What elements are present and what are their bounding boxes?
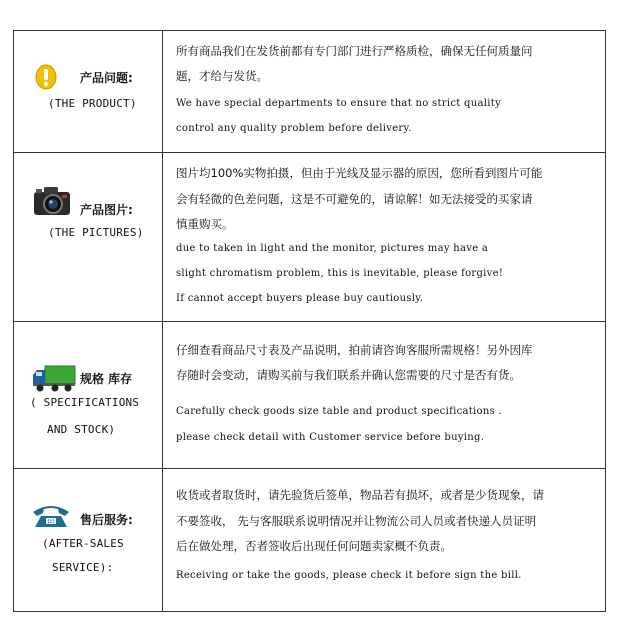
cn-text-line: 不要签收， 先与客服联系说明情况并让物流公司人员或者快递人员证明 bbox=[176, 514, 537, 528]
row-specifications bbox=[14, 321, 605, 468]
column-divider bbox=[162, 469, 163, 611]
row-product bbox=[14, 31, 605, 152]
row-after-sales bbox=[14, 468, 605, 611]
cn-text-line: 收货或者取货时，请先验货后签单，物品若有损坏，或者是少货现象，请 bbox=[176, 488, 544, 502]
row-title-en: (THE PICTURES) bbox=[48, 226, 144, 239]
cn-text-line: 后在做处理，否者签收后出现任何问题卖家概不负责。 bbox=[176, 539, 452, 553]
camera-icon bbox=[32, 185, 72, 217]
cn-text-line: 图片均100%实物拍摄，但由于光线及显示器的原因，您所看到图片可能 bbox=[176, 166, 543, 180]
row-title-en: (AFTER-SALES bbox=[42, 537, 124, 550]
cn-text-line: 仔细查看商品尺寸表及产品说明，拍前请咨询客服所需规格！另外因库 bbox=[176, 343, 533, 357]
en-text-line: control any quality problem before delivery. bbox=[176, 123, 412, 134]
en-text-line: Receiving or take the goods, please check it before sign the bill. bbox=[176, 570, 522, 581]
info-table bbox=[13, 30, 606, 612]
row-title-cn: 产品图片: bbox=[80, 203, 133, 217]
row-content-cell bbox=[176, 322, 597, 468]
row-content-cell bbox=[176, 31, 597, 152]
row-title-en: (THE PRODUCT) bbox=[48, 97, 137, 110]
row-title-en: AND STOCK) bbox=[47, 423, 116, 436]
row-label-cell bbox=[14, 31, 162, 152]
row-content-cell bbox=[176, 153, 597, 321]
cn-text-line: 存随时会变动，请购买前与我们联系并确认您需要的尺寸是否有货。 bbox=[176, 368, 521, 382]
en-text-line: Carefully check goods size table and product specifications . bbox=[176, 406, 503, 417]
en-text-line: If cannot accept buyers please buy cautiously. bbox=[176, 293, 424, 304]
row-title-en: SERVICE): bbox=[52, 561, 114, 574]
column-divider bbox=[162, 153, 163, 321]
cn-text-line: 慎重购买。 bbox=[176, 217, 234, 231]
truck-icon bbox=[31, 363, 77, 393]
telephone-icon bbox=[31, 503, 71, 529]
column-divider bbox=[162, 31, 163, 152]
row-title-cn: 规格 库存 bbox=[80, 372, 133, 386]
en-text-line: due to taken in light and the monitor, pictures may have a bbox=[176, 243, 489, 254]
cn-text-line: 会有轻微的色差问题，这是不可避免的，请谅解！如无法接受的买家请 bbox=[176, 192, 533, 206]
row-title-cn: 售后服务: bbox=[80, 513, 133, 527]
row-title-cn: 产品问题: bbox=[80, 71, 133, 85]
exclamation-icon bbox=[35, 64, 57, 90]
en-text-line: slight chromatism problem, this is inevitable, please forgive! bbox=[176, 268, 504, 279]
row-pictures bbox=[14, 152, 605, 321]
column-divider bbox=[162, 322, 163, 468]
en-text-line: We have special departments to ensure that no strict quality bbox=[176, 98, 502, 109]
row-label-cell bbox=[14, 153, 162, 321]
cn-text-line: 所有商品我们在发货前都有专门部门进行严格质检，确保无任何质量问 bbox=[176, 44, 533, 58]
row-title-en: ( SPECIFICATIONS bbox=[30, 396, 140, 409]
en-text-line: please check detail with Customer service before buying. bbox=[176, 432, 485, 443]
row-content-cell bbox=[176, 469, 597, 611]
cn-text-line: 题，才给与发货。 bbox=[176, 69, 268, 83]
row-label-cell bbox=[14, 469, 162, 611]
row-label-cell bbox=[14, 322, 162, 468]
